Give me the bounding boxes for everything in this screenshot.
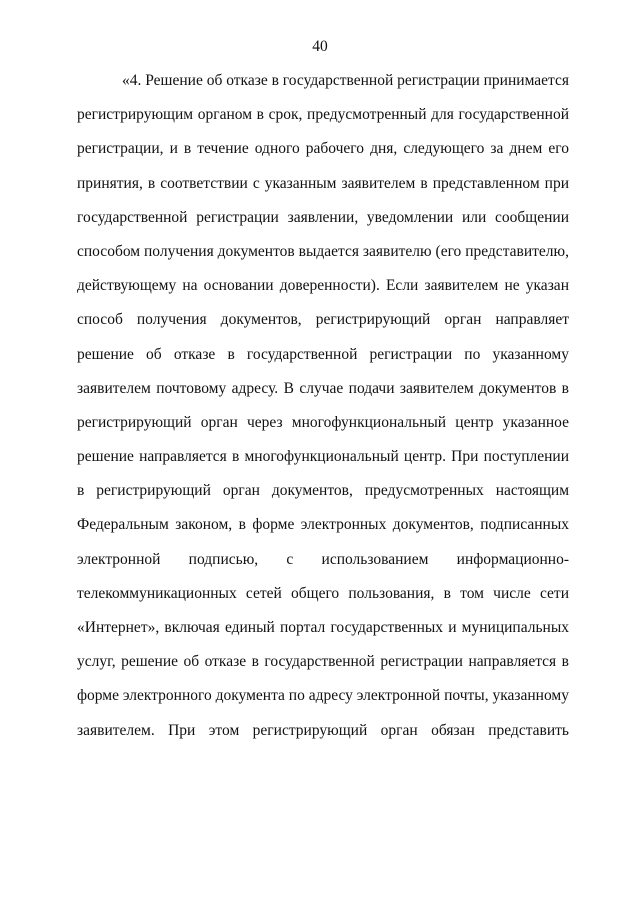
paragraph-line: телекоммуникационных сетей общего пользования, в том числе сети xyxy=(77,584,569,602)
paragraph-line: «Интернет», включая единый портал государственных и муниципальных xyxy=(77,619,569,636)
paragraph-line: регистрации, и в течение одного рабочего дня, следующего за днем его xyxy=(77,140,569,158)
paragraph-line: действующему на основании доверенности). Если заявителем не указан xyxy=(77,277,569,295)
paragraph-line: регистрирующий орган через многофункциональный центр указанное xyxy=(77,413,569,431)
paragraph-line: решение направляется в многофункциональный центр. При поступлении xyxy=(77,448,569,466)
paragraph-line: в регистрирующий орган документов, предусмотренных настоящим xyxy=(77,482,569,500)
paragraph-line: заявителем почтовому адресу. В случае подачи заявителем документов в xyxy=(77,379,569,397)
paragraph-line: заявителем. При этом регистрирующий орган обязан представить xyxy=(77,721,569,739)
paragraph-line: регистрирующим органом в срок, предусмотренный для государственной xyxy=(77,106,569,124)
paragraph-line: форме электронного документа по адресу электронной почты, указанному xyxy=(77,687,569,705)
paragraph-line: Федеральным законом, в форме электронных документов, подписанных xyxy=(77,516,569,534)
paragraph-line: «4. Решение об отказе в государственной регистрации принимается xyxy=(122,72,570,89)
paragraph-line: услуг, решение об отказе в государственной регистрации направляется в xyxy=(77,653,569,671)
page-number: 40 xyxy=(312,38,328,55)
body-paragraph xyxy=(77,71,569,755)
paragraph-line: способом получения документов выдается заявителю (его представителю, xyxy=(77,242,569,260)
paragraph-line: государственной регистрации заявлении, уведомлении или сообщении xyxy=(77,208,569,226)
paragraph-line: электронной подписью, с использованием информационно- xyxy=(77,550,569,568)
paragraph-line: способ получения документов, регистрирующий орган направляет xyxy=(77,311,569,329)
paragraph-line: принятия, в соответствии с указанным заявителем в представленном при xyxy=(77,174,569,192)
paragraph-line: решение об отказе в государственной регистрации по указанному xyxy=(77,345,569,363)
